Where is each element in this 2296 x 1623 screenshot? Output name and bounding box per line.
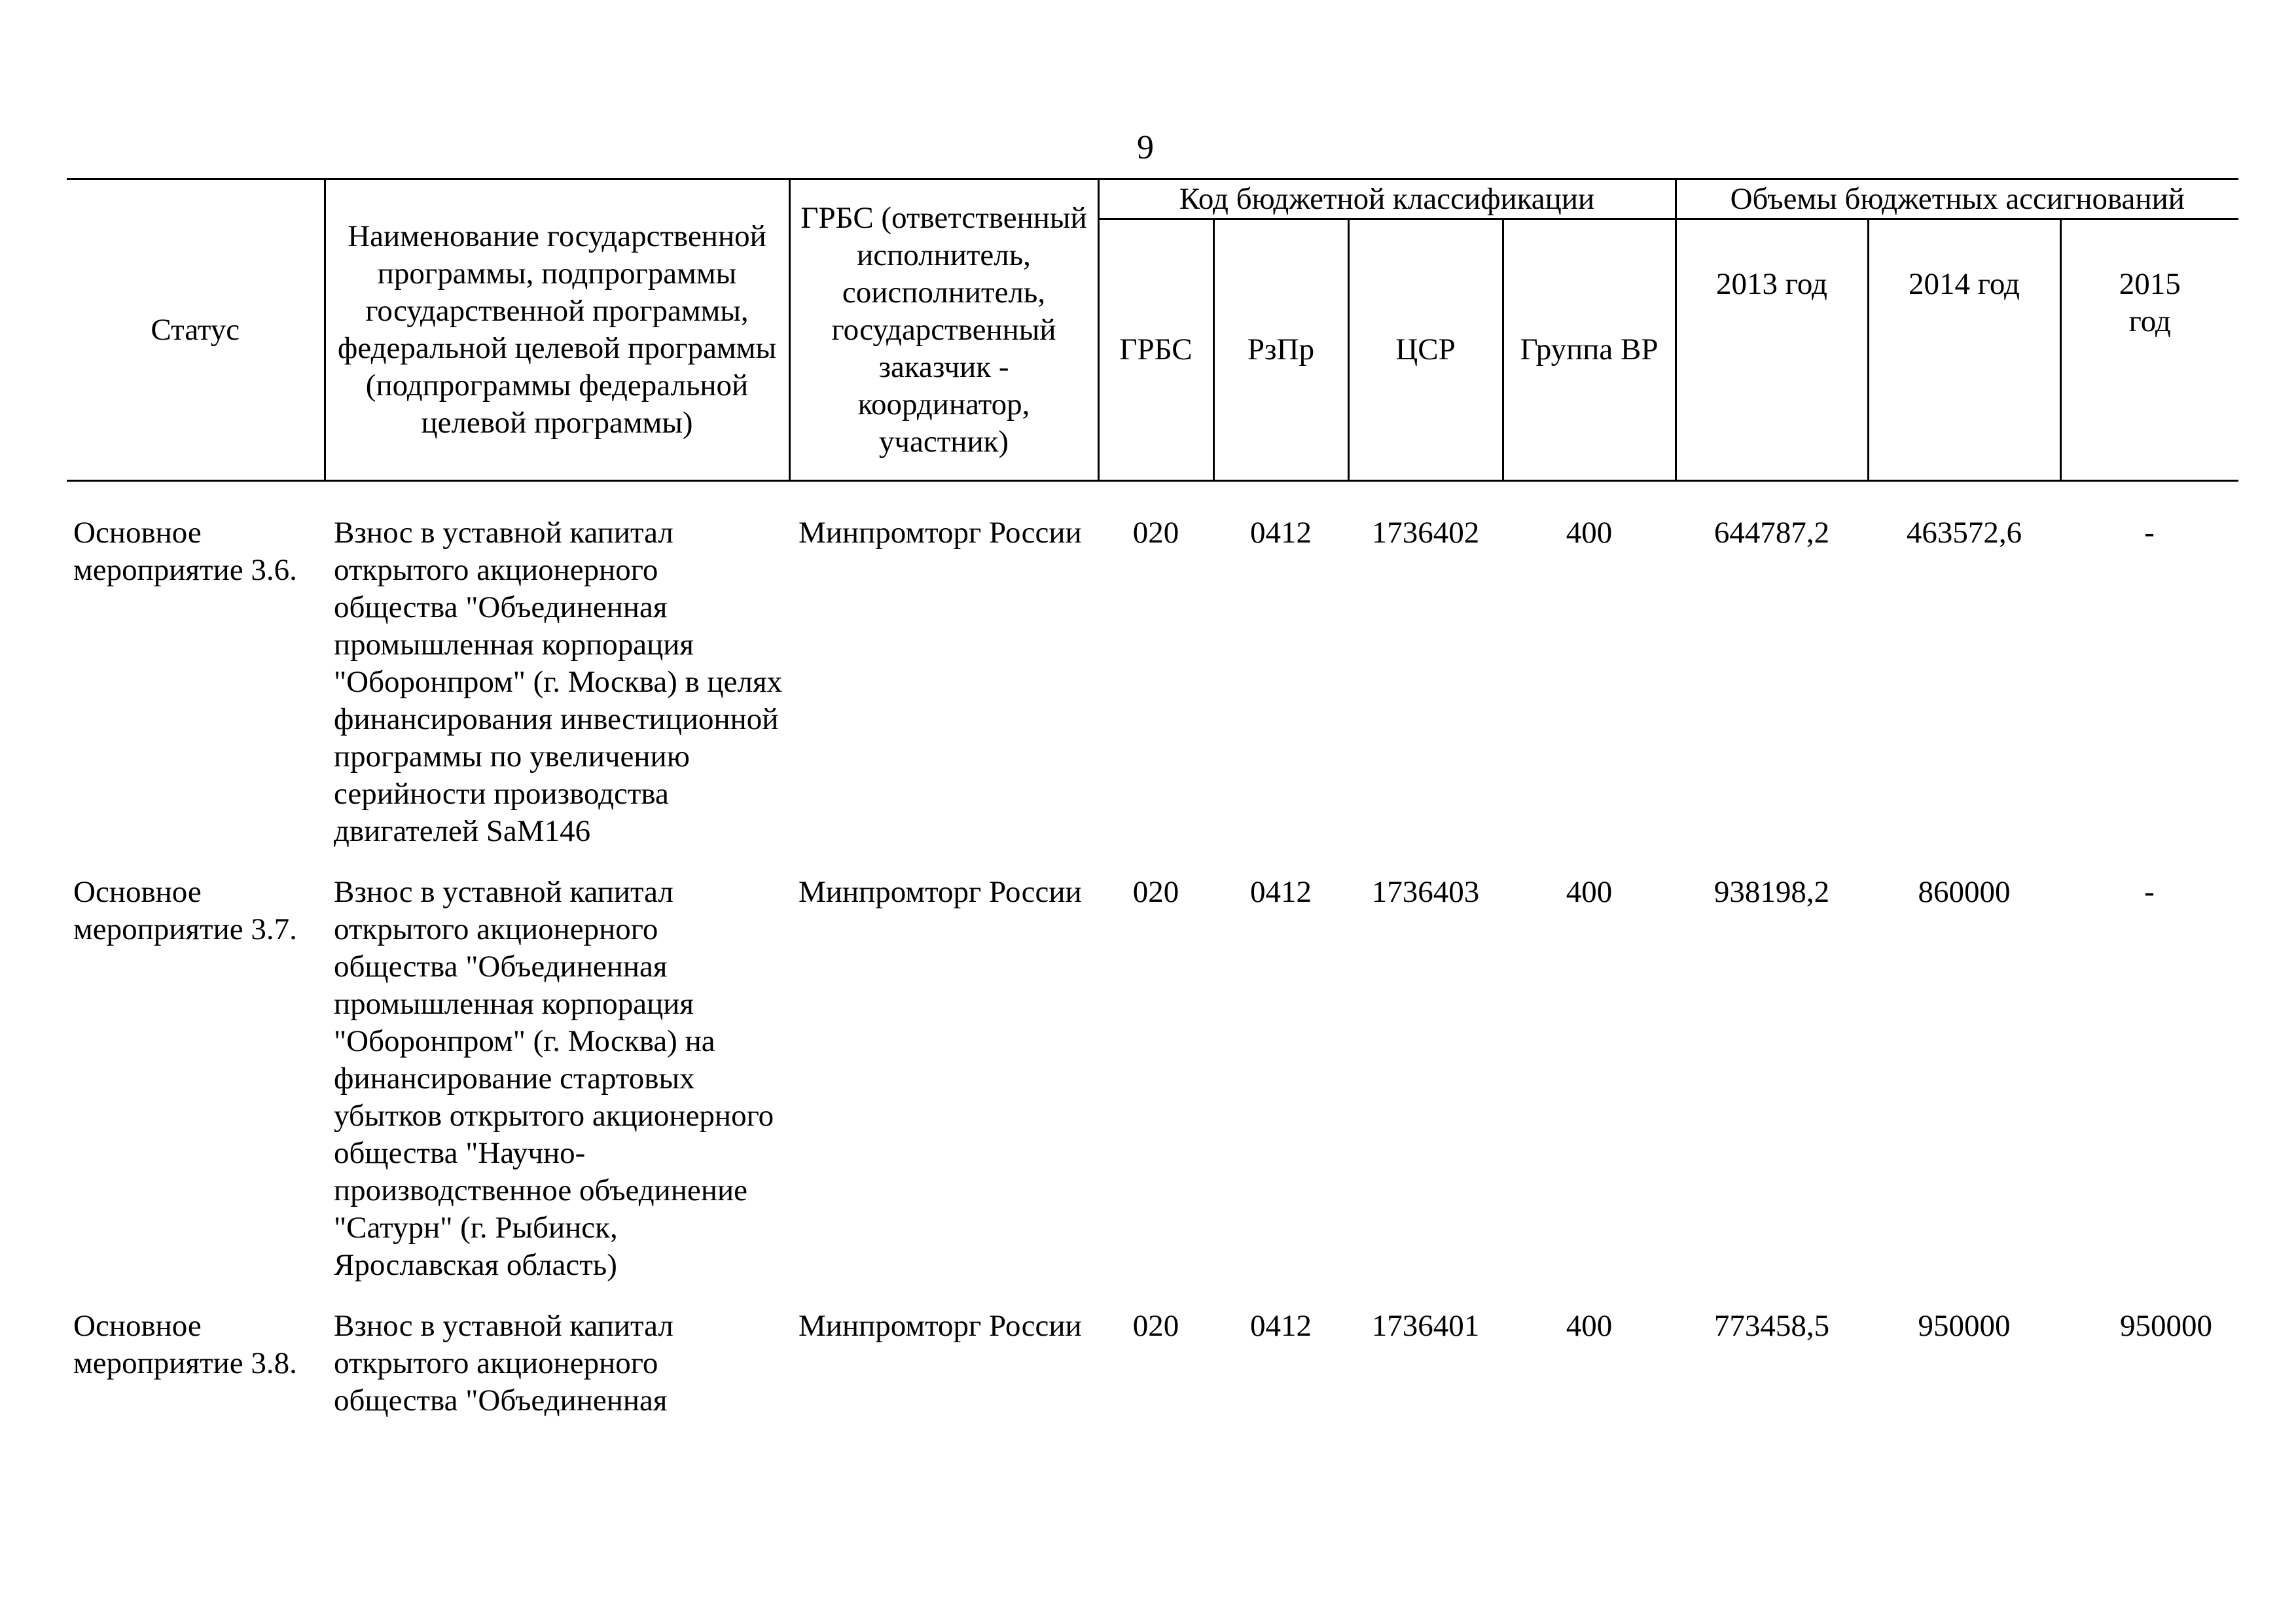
table-row [67, 874, 2238, 1308]
row-2014: 860000 [1918, 875, 2011, 909]
page-number: 9 [1137, 129, 1154, 166]
row-name: Взнос в уставной капитал открытого акционерного общества "Объединенная промышленная корпорация "Оборонпром" (г. Москва) на финансирование стартовых убытков открытого акционерного общества "Научно-производственное объединение "Сатурн" (г. Рыбинск, Ярославская область) [334, 875, 774, 1282]
header-grbs-executor: ГРБС (ответственный исполнитель, соисполнитель, государственный заказчик - координатор, участник) [789, 179, 1098, 481]
row-2013: 938198,2 [1713, 875, 1830, 909]
row-name: Взнос в уставной капитал открытого акционерного общества "Объединенная промышленная корпорация "Оборонпром" (г. Москва) в целях финансирования инвестиционной программы по увеличению серийности производства двигателей SaM146 [334, 516, 783, 848]
row-code-grbs: 020 [1132, 875, 1179, 909]
row-2013: 773458,5 [1713, 1309, 1830, 1343]
header-year-2015: 2015 год [2060, 219, 2238, 481]
row-status: Основное мероприятие 3.6. [73, 516, 297, 587]
row-2015: - [2144, 516, 2155, 550]
row-grbs: Минпромторг России [798, 516, 1082, 550]
row-grbs: Минпромторг России [798, 1309, 1082, 1343]
row-csr: 1736403 [1371, 875, 1480, 909]
header-year-2014: 2014 год [1868, 219, 2060, 481]
header-budget-classification-code: Код бюджетной классификации [1098, 179, 1676, 219]
header-code-grbs: ГРБС [1098, 219, 1213, 481]
budget-table [67, 178, 2238, 1443]
row-code-grbs: 020 [1132, 516, 1179, 550]
table-header [67, 179, 2238, 481]
row-vr: 400 [1566, 875, 1613, 909]
header-code-csr: ЦСР [1348, 219, 1503, 481]
row-code-grbs: 020 [1132, 1309, 1179, 1343]
header-name: Наименование государственной программы, подпрограммы государственной программы, федеральной целевой программы (подпрограммы федеральной целевой программы) [325, 179, 789, 481]
row-rzpr: 0412 [1250, 516, 1312, 550]
row-2014: 950000 [1918, 1309, 2011, 1343]
header-budget-allocations: Объемы бюджетных ассигнований [1676, 179, 2238, 219]
row-vr: 400 [1566, 516, 1613, 550]
row-csr: 1736402 [1371, 516, 1480, 550]
row-status: Основное мероприятие 3.7. [73, 875, 297, 946]
row-csr: 1736401 [1371, 1309, 1480, 1343]
header-year-2013: 2013 год [1676, 219, 1868, 481]
table-body [67, 481, 2238, 1444]
row-status: Основное мероприятие 3.8. [73, 1309, 297, 1380]
row-2015: 950000 [2120, 1309, 2212, 1343]
header-code-rzpr: РзПр [1213, 219, 1348, 481]
table-row [67, 1308, 2238, 1443]
row-vr: 400 [1566, 1309, 1613, 1343]
row-rzpr: 0412 [1250, 1309, 1312, 1343]
row-2013: 644787,2 [1713, 516, 1830, 550]
row-rzpr: 0412 [1250, 875, 1312, 909]
header-code-vr: Группа ВР [1503, 219, 1676, 481]
row-grbs: Минпромторг России [798, 875, 1082, 909]
header-status: Статус [67, 179, 325, 481]
row-name: Взнос в уставной капитал открытого акционерного общества "Объединенная [334, 1309, 673, 1418]
row-2015: - [2144, 875, 2155, 909]
table-row [67, 481, 2238, 874]
row-2014: 463572,6 [1906, 516, 2022, 550]
